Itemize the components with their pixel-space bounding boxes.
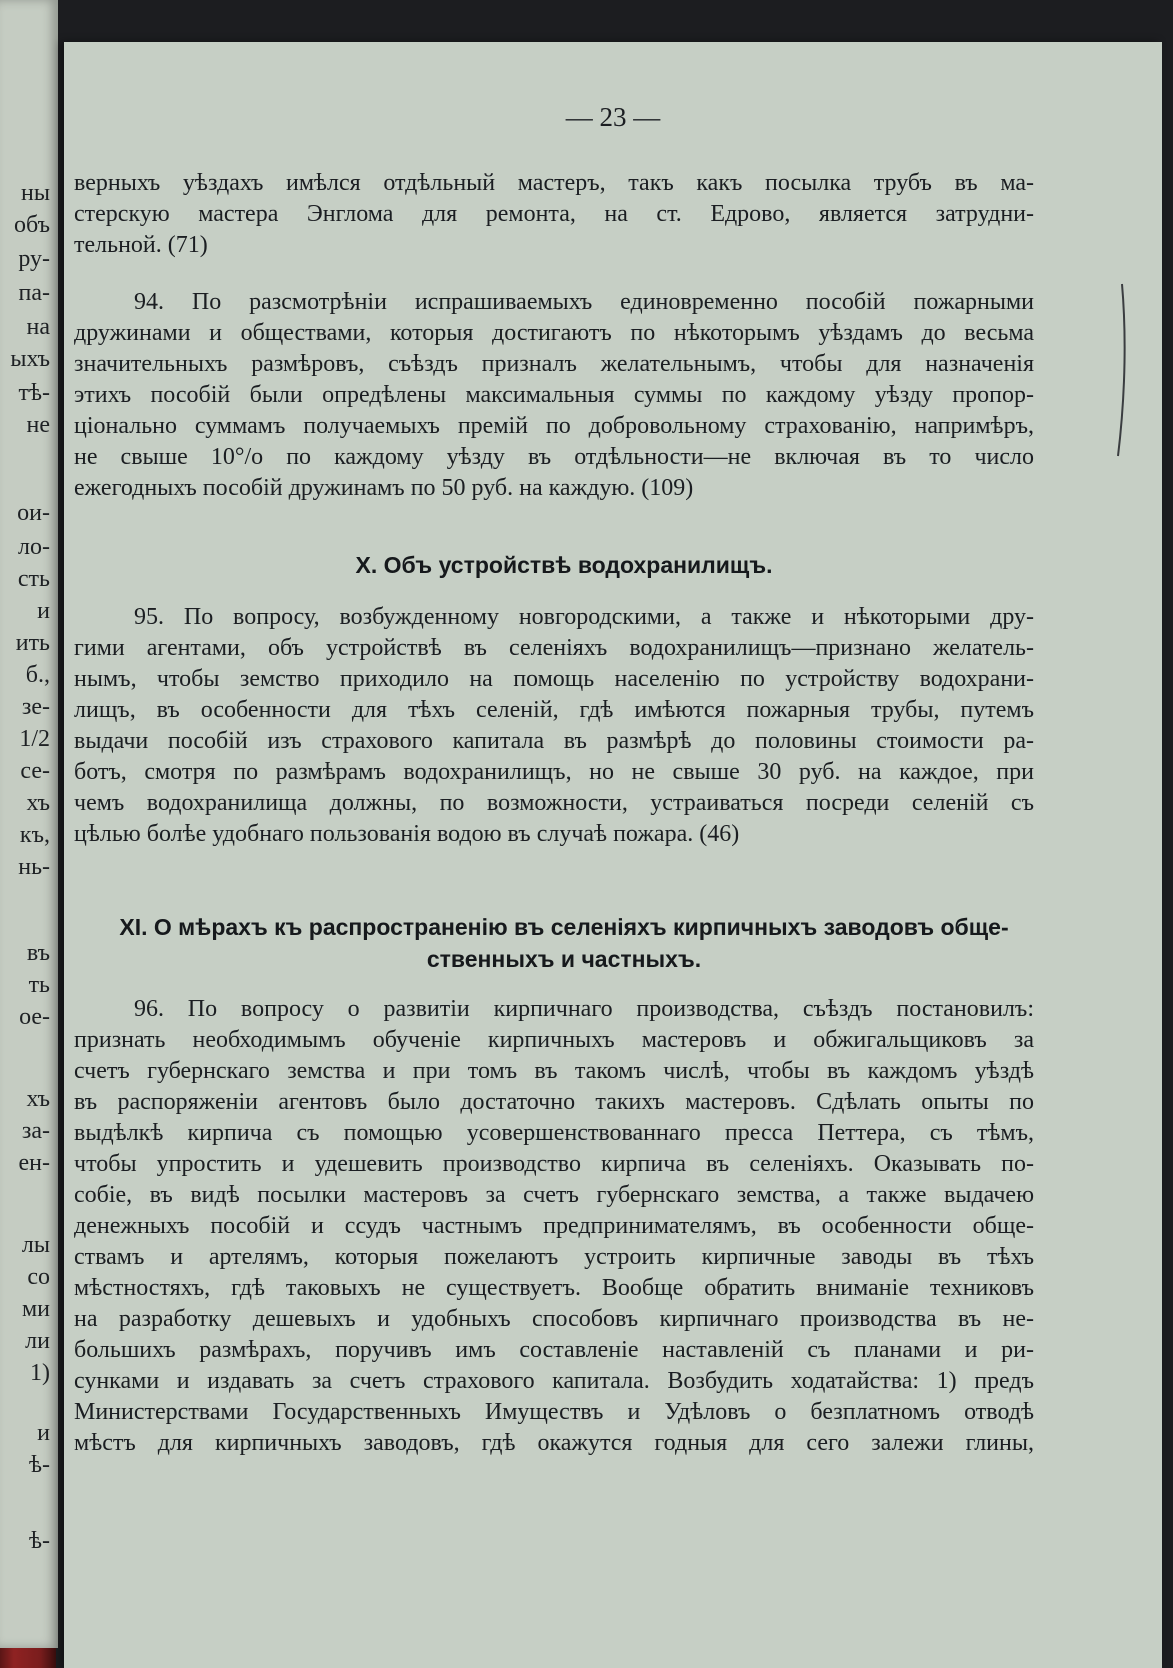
facing-page-fragment: ру- — [18, 246, 50, 272]
text-line: чемъ водохранилища должны, по возможности, устраиваться посреди селеній съ — [74, 790, 1034, 816]
section-heading-xi-line1: XI. О мѣрахъ къ распространенію въ селеніяхъ кирпичныхъ заводовъ обще- — [119, 914, 1009, 940]
paragraph-96 — [74, 994, 1034, 1459]
text-line: нымъ, чтобы земство приходило на помощь населенію по устройству водохрани- — [74, 666, 1034, 692]
text-line: денежныхъ пособій и ссудъ частнымъ предпринимателямъ, въ особенности обще- — [74, 1213, 1034, 1239]
text-line: дружинами и обществами, которыя достигаютъ по нѣкоторымъ уѣздамъ до весьма — [74, 320, 1034, 346]
page-number: — 23 — — [565, 102, 661, 132]
facing-page-fragment: къ, — [19, 822, 50, 848]
continuation-paragraph — [74, 168, 1034, 261]
facing-page-fragment: въ — [26, 940, 50, 966]
text-line: этихъ пособій были опредѣлены максимальныя суммы по каждому уѣзду пропор- — [74, 382, 1034, 408]
facing-page-fragment: ми — [21, 1296, 50, 1322]
text-line: 95. По вопросу, возбужденному новгородскими, а также и нѣкоторыми дру- — [134, 604, 1034, 630]
facing-page-fragment: за- — [21, 1118, 50, 1144]
text-line: большихъ размѣрахъ, поручивъ имъ составленіе наставленій съ планами и ри- — [74, 1337, 1034, 1363]
text-line: стерскую мастера Энглома для ремонта, на ст. Едрово, является затрудни- — [74, 201, 1034, 227]
facing-page-fragment: ли — [25, 1328, 50, 1354]
text-line: ціонально суммамъ получаемыхъ премій по добровольному страхованію, напримѣръ, — [74, 413, 1034, 439]
facing-page-fragment: ои- — [17, 500, 50, 526]
section-heading-x: X. Объ устройствѣ водохранилищъ. — [355, 552, 773, 578]
text-line: ежегодныхъ пособій дружинамъ по 50 руб. на каждую. (109) — [74, 475, 694, 501]
facing-page-fragment: ѣ- — [28, 1528, 50, 1554]
text-line: цѣлью болѣе удобнаго пользованія водою въ случаѣ пожара. (46) — [74, 821, 740, 847]
facing-page-fragment: лы — [21, 1232, 50, 1258]
facing-page-fragment: 1) — [30, 1360, 50, 1386]
text-line: сунками и издавать за счетъ страхового капитала. Возбудить ходатайства: 1) предъ — [74, 1368, 1034, 1394]
text-line: чтобы упростить и удешевить производство кирпича въ селеніяхъ. Оказывать по- — [74, 1151, 1034, 1177]
facing-page-fragment: на — [26, 314, 50, 340]
facing-page-strip — [0, 0, 58, 1648]
text-line: 94. По разсмотрѣніи испрашиваемыхъ единовременно пособій пожарными — [134, 289, 1034, 315]
facing-page-fragment: со — [27, 1264, 50, 1290]
pencil-margin-mark-icon — [1112, 280, 1130, 460]
text-line: собіе, въ видѣ посылки мастеровъ за счетъ губернскаго земства, а также выдачею — [74, 1182, 1034, 1208]
text-line: лищъ, въ особенности для тѣхъ селеній, гдѣ имѣются пожарныя трубы, путемъ — [74, 697, 1034, 723]
facing-page-fragment: сть — [17, 566, 50, 592]
text-line: ботъ, смотря по размѣрамъ водохранилищъ, но не свыше 30 руб. на каждое, при — [74, 759, 1034, 785]
facing-page-fragment: ло- — [18, 534, 50, 560]
facing-page-fragment: па- — [18, 280, 50, 306]
section-heading-xi-line2: ственныхъ и частныхъ. — [426, 946, 702, 972]
text-line: не свыше 10°/о по каждому уѣзду въ отдѣльности—не включая въ то число — [74, 444, 1034, 470]
text-line: гими агентами, объ устройствѣ въ селеніяхъ водохранилищъ—признано желатель- — [74, 635, 1034, 661]
facing-page-fragment: ое- — [19, 1004, 50, 1030]
facing-page-fragment: хъ — [26, 1086, 50, 1112]
text-line: 96. По вопросу о развитіи кирпичнаго производства, съѣздъ постановилъ: — [134, 996, 1034, 1022]
facing-page-fragment: и — [37, 598, 50, 624]
facing-page-fragment: се- — [20, 758, 50, 784]
facing-page-fragment: б., — [25, 662, 50, 688]
text-line: на разработку дешевыхъ и удобныхъ способовъ кирпичнаго производства въ не- — [74, 1306, 1034, 1332]
text-line: счетъ губернскаго земства и при томъ въ такомъ числѣ, чтобы въ каждомъ уѣздѣ — [74, 1058, 1034, 1084]
paragraph-94 — [74, 287, 1034, 504]
facing-page-fragment: тѣ- — [18, 380, 50, 406]
facing-page-fragment: ен- — [18, 1150, 50, 1176]
text-line: верныхъ уѣздахъ имѣлся отдѣльный мастеръ, такъ какъ посылка трубъ въ ма- — [74, 170, 1034, 196]
facing-page-fragment: 1/2 — [19, 726, 50, 752]
text-line: выдѣлкѣ кирпича съ помощью усовершенствованнаго пресса Петтера, съ тѣмъ, — [74, 1120, 1034, 1146]
facing-page-fragment: нь- — [18, 854, 50, 880]
facing-page-fragment: хъ — [26, 790, 50, 816]
text-line: значительныхъ размѣровъ, съѣздъ призналъ желательнымъ, чтобы для назначенія — [74, 351, 1034, 377]
text-line: въ распоряженіи агентовъ было достаточно такихъ мастеровъ. Сдѣлать опыты по — [74, 1089, 1034, 1115]
facing-page-fragment: не — [26, 412, 50, 438]
facing-page-fragment: ить — [15, 630, 50, 656]
text-line: признать необходимымъ обученіе кирпичныхъ мастеровъ и обжигальщиковъ за — [74, 1027, 1034, 1053]
facing-page-fragment: зе- — [21, 694, 50, 720]
text-line: Министерствами Государственныхъ Имуществъ и Удѣловъ о безплатномъ отводѣ — [74, 1399, 1034, 1425]
text-line: выдачи пособій изъ страхового капитала въ размѣрѣ до половины стоимости ра- — [74, 728, 1034, 754]
text-line: мѣстъ для кирпичныхъ заводовъ, гдѣ окажутся годныя для сего залежи глины, — [74, 1430, 1034, 1456]
facing-page-fragment: объ — [13, 212, 50, 238]
facing-page-fragment: ны — [21, 180, 50, 206]
document-page — [64, 42, 1162, 1668]
text-line: тельной. (71) — [74, 232, 208, 258]
text-line: ствамъ и артелямъ, которыя пожелаютъ устроить кирпичные заводы въ тѣхъ — [74, 1244, 1034, 1270]
facing-page-fragment: ѣ- — [28, 1452, 50, 1478]
facing-page-fragment: ть — [28, 972, 50, 998]
facing-page-fragment: и — [37, 1420, 50, 1446]
facing-page-fragment: ыхъ — [10, 346, 50, 372]
paragraph-95 — [74, 602, 1034, 850]
text-line: мѣстностяхъ, гдѣ таковыхъ не существуетъ. Вообще обратить вниманіе техниковъ — [74, 1275, 1034, 1301]
